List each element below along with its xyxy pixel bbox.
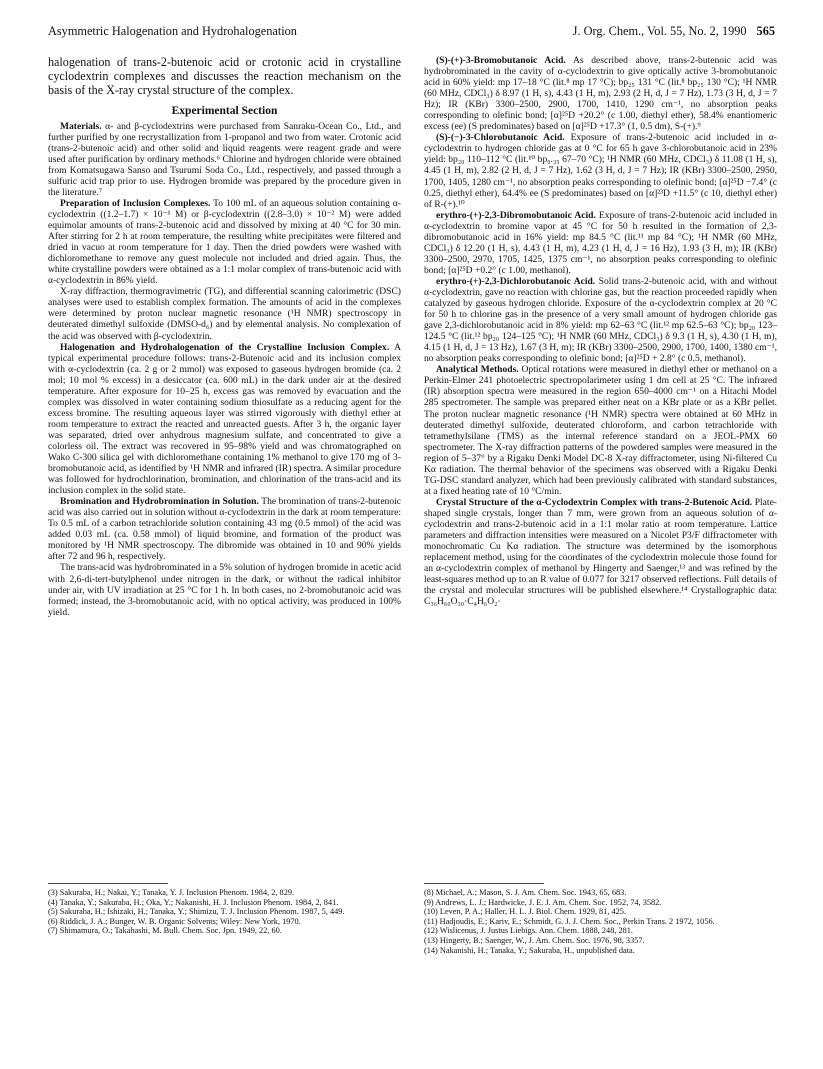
run-in-head: erythro-(+)-2,3-Dibromobutanoic Acid. xyxy=(436,209,596,221)
paragraph-text: The trans-acid was hydrobrominated in a 5% solution of hydrogen bromide in acetic acid with 2,6-di-tert-butylphenol under nitrogen in the dark, or without the radical inhibitor under air, with UV irradiation at 25 °C for 1 h. In both cases, no 2-bromobutanoic acid was formed; instead, the 3-bromobutanoic acid, with no optical activity, was produced in 100% yield. xyxy=(48,562,401,618)
footnote: (8) Michael, A.; Mason, S. J. Am. Chem. Soc. 1943, 65, 683. xyxy=(424,888,627,897)
paragraph-text: Exposure of trans-2-butenoic acid included in α-cyclodextrin to hydrogen chloride gas at 0 °C for 65 h gave 3-chlorobutanoic acid in 23% yield: bp₂₀ 110–112 °C (lit.¹⁰ bp₀.₃₅ 67–70 °C); ¹H NMR (60 MHz, CDCl₃) δ 11.08 (1 H, s), 4.45 (1 H, m), 2.82 (2 H, d, J = 7 Hz), 1.62 (3 H, d, J = 7 Hz); IR (KBr) 3300–2500, 2950, 1700, 1405, 1280 cm⁻¹, no absorption peaks corresponding to olefinic bond; [α]²⁵D −7.4° (c 0.25, diethyl ether), 64.4% ee (S predominates) based on [α]²³D +11.5° (c 10, diethyl ether) of R-(+).¹⁰ xyxy=(424,132,777,210)
run-in-head: Halogenation and Hydrohalogenation of the Crystalline Inclusion Complex. xyxy=(60,341,390,353)
footnote: (11) Hadjoudis, E.; Kariv, E.; Schmidt, G. J. J. Chem. Soc., Perkin Trans. 2 1972, 1056. xyxy=(424,916,715,926)
paragraph-solution xyxy=(48,496,401,562)
run-in-head: Analytical Methods. xyxy=(436,364,519,376)
footnote: (9) Andrews, L. J.; Hardwicke, J. E. J. Am. Chem. Soc. 1952, 74, 3582. xyxy=(424,897,662,907)
run-in-head: Bromination and Hydrobromination in Solution. xyxy=(60,496,259,508)
run-in-head: Preparation of Inclusion Complexes. xyxy=(60,197,211,209)
footnote: (10) Leven, P. A.; Haller, H. L. J. Biol. Chem. 1929, 81, 425. xyxy=(424,907,627,917)
footnote-rule-left xyxy=(48,883,168,884)
paragraph-text: Exposure of trans-2-butenoic acid included in α-cyclodextrin to bromine vapor at 45 °C for 50 h resulted in the formation of 2,3-dibromobutanoic acid in 16% yield: mp 84.5 °C (lit.¹¹ mp 84 °C); ¹H NMR (60 MHz, CDCl₃) δ 12.20 (1 H, s), 4.43 (1 H, m), 4.23 (1 H, d, J = 16 Hz), 1.93 (3 H, m); IR (KBr) 3300–2500, 2970, 1705, 1425, 1375 cm⁻¹, no absorption peaks corresponding to olefinic bond; [α]²⁵D +0.2° (c 1.00, methanol). xyxy=(424,209,778,276)
run-in-head: Materials. xyxy=(60,120,102,132)
paragraph-analysis xyxy=(48,286,401,341)
paragraph-text: Optical rotations were measured in diethyl ether or methanol on a Perkin-Elmer 241 photoelectric spectropolarimeter using 1 dm cell at 25 °C. The infrared (IR) absorption spectra were measured in the region 650–4000 cm⁻¹ on a Hitachi Model 285 spectrometer. The sample was prepared either neat on a KBr plate or as a KBr pellet. The proton nuclear magnetic resonance (¹H NMR) spectra were obtained at 60 MHz in deuterated dimethyl sulfoxide, deuterated chloroform, and carbon tetrachloride with tetramethylsilane (TMS) as the internal reference standard on a JEOL-PMX 60 spectrometer. The X-ray diffraction patterns of the powdered samples were measured in the region of 5–37° by a Rigaku Denki Model DC-8 X-ray diffractometer, using Ni-filtered Cu Kα radiation. The thermal behavior of the specimens was observed with a Rigaku Denki TG-DSC standard analyzer, which had been previously calibrated with standard substances, at a fixed heating rate of 10 °C/min. xyxy=(424,364,777,497)
paragraph-dichlorobutanoic xyxy=(424,276,777,364)
intro-paragraph: halogenation of trans-2-butenoic acid or crotonic acid in crystalline cyclodextrin complexes and discusses the reaction mechanism on the basis of the X-ray crystal structure of the complex. xyxy=(48,55,401,98)
running-title: Asymmetric Halogenation and Hydrohalogenation xyxy=(48,24,297,38)
section-title: Experimental Section xyxy=(171,104,278,117)
footnote: (12) Wislicenus, J. Justus Liebigs. Ann. Chem. 1888, 248, 281. xyxy=(424,926,634,936)
paragraph-preparation xyxy=(48,198,401,286)
footnote: (3) Sakuraba, H.; Nakai, Y.; Tanaka, Y. J. Inclusion Phenom. 1984, 2, 829. xyxy=(48,888,295,897)
paragraph-text: α- and β-cyclodextrins were purchased from Sanraku-Ocean Co., Ltd., and further purified by one recrystallization from 1-propanol and two from water. Crotonic acid (trans-2-butenoic acid) and other solid and liquid reagents were reagent grade and were used after purification by ordinary methods.⁶ Chlorine and hydrogen chloride were obtained from Komatsugawa Sanso and Tsurumi Soda Co., Ltd., respectively, and passed through a sulfuric acid trap prior to use. Hydrogen bromide was prepared by the procedure given in the literature.⁷ xyxy=(48,120,401,198)
run-in-head: Crystal Structure of the α-Cyclodextrin Complex with trans-2-Butenoic Acid. xyxy=(436,496,753,508)
footnotes-left xyxy=(48,888,401,936)
paragraph-text: Solid trans-2-butenoic acid, with and without α-cyclodextrin, gave no reaction with chlorine gas, but the reaction proceeded rapidly when catalyzed by gaseous hydrogen chloride. Exposure of the α-cyclodextrin complex at 20 °C for 50 h to chlorine gas in the presence of a very small amount of hydrogen chloride gas gave 2,3-dichlorobutanoic acid in 8% yield: mp 62–63 °C (lit.¹² mp 62.5–63 °C); bp₂₀ 123–124.5 °C (lit.¹² bp₂₀ 124–125 °C); ¹H NMR (60 MHz, CDCl₃) δ 9.3 (1 H, s), 4.30 (1 H, m), 4.15 (1 H, d, J = 13 Hz), 1.67 (3 H, m); IR (KBr) 3300–2500, 2900, 1700, 1400, 1380 cm⁻¹, no absorption peaks corresponding to olefinic bond; [α]²⁵D + 2.8° (c 0.5, methanol). xyxy=(424,275,777,365)
footnote: (7) Shimamura, O.; Takahashi, M. Bull. Chem. Soc. Jpn. 1949, 22, 60. xyxy=(48,926,282,936)
footnote: (13) Hingerty, B.; Saenger, W., J. Am. Chem. Soc. 1976, 98, 3357. xyxy=(424,935,645,945)
footnote: (4) Tanaka, Y.; Sakuraba, H.; Oka, Y.; Nakanishi, H. J. Inclusion Phenom. 1984, 2, 841. xyxy=(48,897,339,907)
run-in-head: (S)-(+)-3-Bromobutanoic Acid. xyxy=(436,55,566,66)
footnotes-right xyxy=(424,888,777,955)
footnote: (6) Riddick, J. A.; Bunger, W. B. Organic Solvents; Wiley: New York, 1970. xyxy=(48,916,301,926)
paragraph-materials xyxy=(48,121,401,198)
running-header xyxy=(48,24,775,44)
right-column xyxy=(424,55,777,607)
paragraph-text: As described above, trans-2-butenoic acid was hydrobrominated in the cavity of α-cyclodextrin to give optically active 3-bromobutanoic acid in 60% yield: mp 17–18 °C (lit.⁸ mp 17 °C); bp₂₅ 131 °C (lit.⁸ bp₂₅ 130 °C); ¹H NMR (60 MHz, CDCl₃) δ 8.97 (1 H, s), 4.43 (1 H, m), 2.93 (2 H, d, J = 7 Hz), 1.73 (3 H, d, J = 7 Hz); IR (KBr) 3300–2500, 2900, 1700, 1410, 1290 cm⁻¹, no absorption peaks corresponding to olefinic bond; [α]²⁵D +20.2° (c 1.00, diethyl ether), 58.4% enantiomeric excess (ee) (S predominates) based on [α]²⁵D +17.3° (1, 0.5 dm), S-(+).⁹ xyxy=(424,55,777,133)
paragraph-text: X-ray diffraction, thermogravimetric (TG), and differential scanning calorimetric (DSC) analyses were used to establish complex formation. The amounts of acid in the complexes were determined by proton nuclear magnetic resonance (¹H NMR) spectroscopy in deuterated dimethyl sulfoxide (DMSO-d₆) and by elemental analysis. No complexation of the acid was observed with β-cyclodextrin. xyxy=(48,286,401,342)
journal-citation-group xyxy=(573,24,775,39)
paragraph-crystal-structure xyxy=(424,497,777,607)
paragraph-text: To 100 mL of an aqueous solution containing α-cyclodextrin ((1.2–1.7) × 10⁻¹ M) or β-cyclodextrin ((2.8–3.0) × 10⁻² M) were added equimolar amounts of trans-2-butenoic acid and dissolved by mixing at 40 °C for 30 min. After stirring for 2 h at room temperature, the resulting white precipitates were filtered and dried in vacuo at room temperature for 1 day. Then the dried powders were washed with dichloromethane to remove any guest molecule not included and dried again. Thus, the white crystalline powders were obtained as a 1:1 molar complex of trans-butenoic acid with α-cyclodextrin in 86% yield. xyxy=(48,197,401,287)
left-column xyxy=(48,55,401,618)
footnote-rule-right xyxy=(424,883,544,884)
paragraph-bromobutanoic xyxy=(424,55,777,132)
paragraph-text: The bromination of trans-2-butenoic acid was also carried out in solution without α-cyclodextrin in the dark at room temperature: To 0.5 mL of a carbon tetrachloride solution containing 43 mg (0.5 mmol) of the acid was added 0.03 mL (ca. 0.58 mmol) of liquid bromine, and formation of the product was monitored by ¹H NMR spectroscopy. The dibromide was obtained in 10 and 90% yields after 72 and 96 h, respectively. xyxy=(48,496,401,563)
footnote: (5) Sakuraba, H.; Ishizaki, H.; Tanaka, Y.; Shimizu, T. J. Inclusion Phenom. 1987, 5, 449. xyxy=(48,907,345,917)
footnote: (14) Nakanishi, H.; Tanaka, Y.; Sakuraba, H., unpublished data. xyxy=(424,945,635,955)
run-in-head: (S)-(−)-3-Chlorobutanoic Acid. xyxy=(436,132,565,144)
paragraph-text: Plate-shaped single crystals, longer than 7 mm, were grown from an aqueous solution of α-cyclodextrin and trans-2-butenoic acid in a 1:1 molar ratio at room temperature. Lattice parameters and diffraction intensities were measured on a Nicolet P3/F diffractometer with monochromatic Cu Kα radiation. The structure was determined by the isomorphous replacement method, using for the coordinates of the cyclodextrin molecule those found for an α-cyclodextrin complex of methanol by Hingerty and Saenger,¹³ and was refined by the least-squares method up to an R value of 0.077 for 3217 observed reflections. Full details of the crystal and molecular structures will be published elsewhere.¹⁴ Crystallographic data: C₃₆H₆₀O₃₀·C₄H₆O₂· xyxy=(424,496,777,608)
paragraph-text: A typical experimental procedure follows: trans-2-Butenoic acid and its inclusion complex with α-cyclodextrin (ca. 2 g or 2 mmol) was exposed to gaseous hydrogen bromide (ca. 2 mol; 10 mol % excess) in a desiccator (ca. 600 mL) in the dark under air at the desired temperature. After exposure for 10–25 h, excess gas was removed by evacuation and the complex was dissolved in water containing sodium thiosulfate as a reducing agent for the excess bromine. The resulting aqueous layer was stirred vigorously with diethyl ether at room temperature to extract the reacted and unreacted guests. After 3 h, the organic layer was separated, dried over anhydrous magnesium sulfate, and concentrated to give a colorless oil. The extract was recovered in 95–98% yield and was chromatographed on Wako C-300 silica gel with dichloromethane containing 1% methanol to give 170 mg of 3-bromobutanoic acid, as identified by ¹H NMR and infrared (IR) spectra. A similar procedure was followed for hydrochlorination, bromination, and chlorination of the trans-acid and its inclusion complex in the solid state. xyxy=(48,341,401,497)
paragraph-analytical-methods xyxy=(424,364,777,497)
page-number: 565 xyxy=(756,24,775,38)
paragraph-chlorobutanoic xyxy=(424,132,777,209)
journal-citation: J. Org. Chem., Vol. 55, No. 2, 1990 xyxy=(572,24,747,38)
paragraph-hydrobromination xyxy=(48,562,401,617)
paragraph-dibromobutanoic xyxy=(424,210,777,276)
paragraph-halogenation xyxy=(48,342,401,497)
run-in-head: erythro-(+)-2,3-Dichlorobutanoic Acid. xyxy=(436,275,596,287)
